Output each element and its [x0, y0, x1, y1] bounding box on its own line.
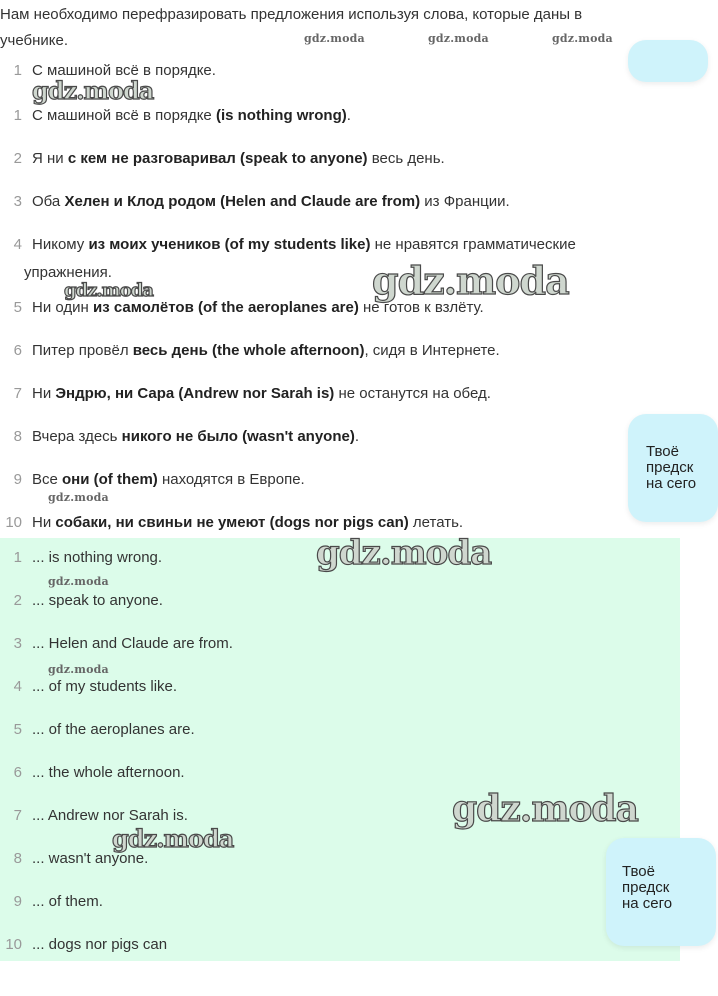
sentence-bold: они (of them) [62, 471, 158, 488]
sentence-text: Никому [32, 236, 89, 253]
sentence-tail: . [354, 428, 360, 445]
answer-row [0, 548, 162, 568]
sentence-text: Все [32, 471, 63, 488]
sentence-bold: (is nothing wrong) [215, 107, 347, 124]
sentence-tail: не нравятся грамматические [370, 236, 576, 253]
answer-text: ... of the aeroplanes are. [32, 721, 195, 738]
sentence-row [0, 298, 620, 318]
watermark-small: gdz.moda [428, 32, 489, 45]
sentence-text: Ни [32, 385, 56, 402]
sentence-row [0, 106, 620, 126]
watermark-large: gdz.moda [316, 533, 492, 573]
sentence-row [0, 341, 620, 361]
answer-number: 6 [13, 764, 22, 781]
sentence-number: 10 [5, 514, 22, 531]
sentence-bold: из моих учеников (of my students like) [88, 236, 371, 253]
sentence-bold: весь день (the whole afternoon) [132, 342, 365, 359]
answer-row [0, 892, 103, 912]
sentence-number: 7 [13, 385, 22, 402]
answer-text: ... dogs nor pigs can [32, 936, 168, 953]
answer-number: 5 [13, 721, 22, 738]
answer-text: ... Helen and Claude are from. [32, 635, 233, 652]
sentence-number: 1 [13, 62, 22, 79]
sentence-text: Вчера здесь [32, 428, 122, 445]
answer-number: 7 [13, 807, 22, 824]
promo-line: предск [646, 459, 694, 476]
sentence-bold: Хелен и Клод родом (Helen and Claude are from) [64, 193, 421, 210]
promo-banner-bottom[interactable] [606, 838, 716, 946]
promo-line: на сего [646, 475, 697, 492]
sentence-row [0, 235, 620, 255]
sentence-tail: . [346, 107, 351, 124]
watermark-large: gdz.moda [112, 824, 234, 853]
sentence-number: 8 [13, 428, 22, 445]
answer-text: ... is nothing wrong. [32, 549, 163, 566]
answer-text: ... the whole afternoon. [32, 764, 185, 781]
sentence-row [0, 384, 620, 404]
sentence-number: 3 [13, 193, 22, 210]
sentence-text: Ни [32, 514, 56, 531]
sentence-bold: собаки, ни свиньи не умеют (dogs nor pigs can) [55, 514, 409, 531]
answer-row [0, 591, 163, 611]
answer-number: 2 [13, 592, 22, 609]
answer-number: 4 [13, 678, 22, 695]
sentence-row [0, 149, 620, 169]
sentence-tail: из Франции. [420, 193, 510, 210]
sentence-bold: из самолётов (of the aeroplanes are) [92, 299, 359, 316]
watermark-large: gdz.moda [452, 788, 638, 830]
watermark-large: gdz.moda [372, 258, 569, 303]
sentence-tail: весь день. [367, 150, 445, 167]
sentence-bold: с кем не разговаривал (speak to anyone) [67, 150, 368, 167]
answer-text: ... of them. [32, 893, 103, 910]
sentence-bold: Эндрю, ни Сара (Andrew nor Sarah is) [55, 385, 335, 402]
sentence-tail: летать. [408, 514, 464, 531]
intro-text: Нам необходимо перефразировать предложения используя слова, которые даны в учебнике. [0, 6, 583, 49]
promo-banner-middle[interactable] [628, 414, 718, 522]
watermark-small: gdz.moda [48, 575, 109, 588]
sentence-text: Ни один [32, 299, 93, 316]
answer-number: 1 [13, 549, 22, 566]
sentence-number: 4 [13, 236, 22, 253]
sentence-text: Я ни [32, 150, 68, 167]
sentence-bold: никого не было (wasn't anyone) [121, 428, 355, 445]
answer-row [0, 720, 195, 740]
answer-text: ... speak to anyone. [32, 592, 163, 609]
sentence-number: 5 [13, 299, 22, 316]
sentence-wrap: упражнения. [24, 264, 112, 281]
promo-banner-top[interactable] [628, 40, 708, 82]
sentence-tail: , сидя в Интернете. [364, 342, 500, 359]
sentence-tail: не останутся на обед. [334, 385, 491, 402]
sentence-row [0, 513, 620, 533]
promo-line: Твоё [646, 443, 679, 460]
watermark-small: gdz.moda [48, 663, 109, 676]
watermark-small: gdz.moda [48, 491, 109, 504]
sentence-row [0, 427, 620, 447]
watermark-small: gdz.moda [304, 32, 365, 45]
sentence-number: 1 [13, 107, 22, 124]
watermark-large: gdz.moda [32, 76, 154, 105]
sentence-text: С машиной всё в порядке. [32, 62, 216, 79]
watermark-large: gdz.moda [64, 280, 153, 301]
answer-row [0, 806, 188, 826]
sentence-number: 9 [13, 471, 22, 488]
sentence-number: 2 [13, 150, 22, 167]
answer-row [0, 935, 167, 955]
answer-text: ... Andrew nor Sarah is. [32, 807, 188, 824]
sentence-text: Питер провёл [32, 342, 133, 359]
answer-text: ... of my students like. [32, 678, 178, 695]
sentence-text: Оба [32, 193, 65, 210]
answer-row [0, 634, 233, 654]
watermark-small: gdz.moda [552, 32, 613, 45]
answer-number: 3 [13, 635, 22, 652]
answer-number: 9 [13, 893, 22, 910]
promo-line: Твоё [622, 863, 655, 880]
answer-number: 10 [5, 936, 22, 953]
sentence-tail: не готов к взлёту. [358, 299, 484, 316]
answer-number: 8 [13, 850, 22, 867]
sentence-text: С машиной всё в порядке [32, 107, 216, 124]
promo-line: предск [622, 879, 670, 896]
answer-row [0, 849, 148, 869]
answers-panel [0, 533, 680, 961]
sentence-row [0, 470, 620, 490]
answer-row [0, 763, 185, 783]
promo-line: на сего [622, 895, 673, 912]
sentence-row [0, 192, 620, 212]
answer-text: ... wasn't anyone. [32, 850, 149, 867]
sentence-number: 6 [13, 342, 22, 359]
sentence-tail: находятся в Европе. [157, 471, 305, 488]
answer-row [0, 677, 177, 697]
